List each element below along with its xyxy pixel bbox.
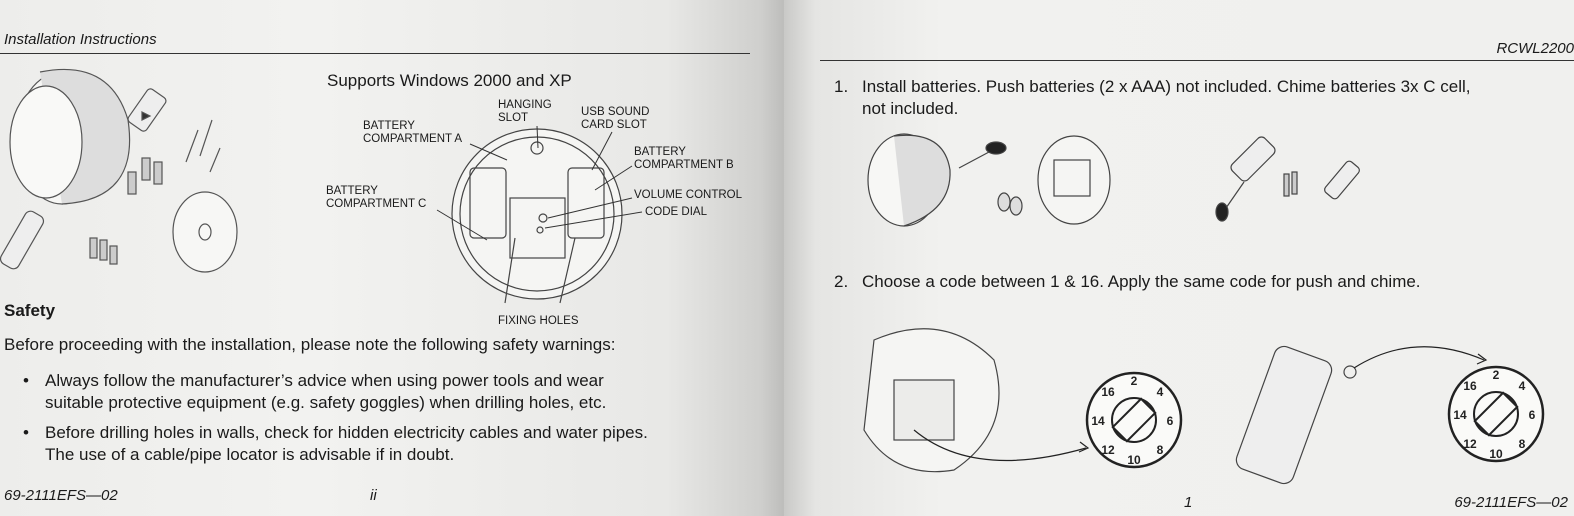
label-battery-b: BATTERY COMPARTMENT B [634,146,734,171]
dial-number: 16 [1101,385,1115,399]
dial-number: 6 [1166,414,1174,428]
dial-number: 2 [1492,368,1500,382]
right-page [784,0,1574,516]
label-fixing-holes: FIXING HOLES [498,315,579,327]
code-dial-icon [1446,364,1546,464]
bullet-dot: • [23,371,29,390]
label-hanging-slot: HANGING SLOT [498,99,552,124]
label-battery-c: BATTERY COMPARTMENT C [326,185,427,210]
dial-number: 6 [1528,408,1536,422]
page-header: Installation Instructions [4,31,157,48]
left-page [0,0,784,516]
safety-bullet: • Always follow the manufacturer’s advice when using power tools and wear suitable protective equipment (e.g. safety goggles) when drilling holes, etc. [23,371,607,412]
bullet-dot: • [23,423,29,442]
dial-number: 12 [1101,443,1115,457]
code-dial-icon [1084,370,1184,470]
diagram-title: Supports Windows 2000 and XP [327,71,572,90]
dial-number: 14 [1091,414,1105,428]
dial-number: 10 [1127,453,1141,467]
label-code-dial: CODE DIAL [645,206,707,218]
label-battery-a: BATTERY COMPARTMENT A [363,120,463,145]
dial-number: 12 [1463,437,1477,451]
dial-number: 14 [1453,408,1467,422]
dial-number: 8 [1518,437,1526,451]
dial-number: 16 [1463,379,1477,393]
safety-bullet: • Before drilling holes in walls, check for hidden electricity cables and water pipes. The use of a cable/pipe locator is advisable if in doubt. [23,423,648,464]
footer-code: 69-2111EFS—02 [1454,494,1568,511]
dial-number: 2 [1130,374,1138,388]
dial-number: 4 [1518,379,1526,393]
page-header: RCWL2200 [1496,40,1574,57]
page-number: ii [370,487,377,504]
step-1: 1. Install batteries. Push batteries (2 x AAA) not included. Chime batteries 3x C cell, not included. [834,77,1471,118]
label-volume-control: VOLUME CONTROL [634,189,742,201]
dial-number: 10 [1489,447,1503,461]
footer-code: 69-2111EFS—02 [4,487,118,504]
battery-install-illustration [864,130,1384,230]
page-number: 1 [1184,494,1193,511]
dial-number: 8 [1156,443,1164,457]
header-rule [820,60,1574,61]
dial-number: 4 [1156,385,1164,399]
label-usb-slot: USB SOUND CARD SLOT [581,106,650,131]
step-2: 2. Choose a code between 1 & 16. Apply the same code for push and chime. [834,272,1421,291]
safety-intro: Before proceeding with the installation, please note the following safety warnings: [4,335,616,354]
safety-heading: Safety [4,301,56,320]
